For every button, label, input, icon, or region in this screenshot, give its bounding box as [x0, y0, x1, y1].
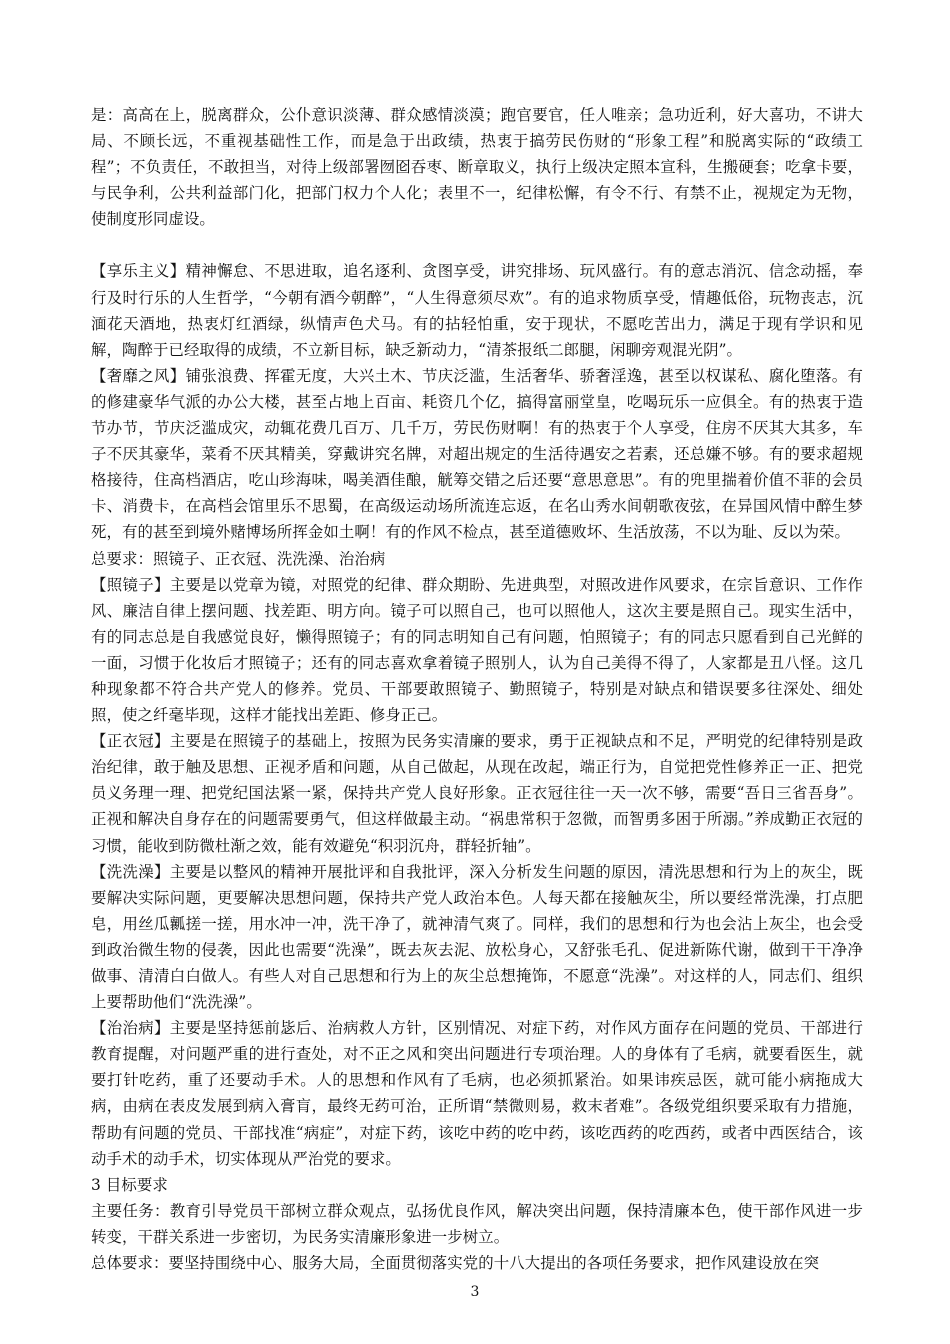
paragraph-take-bath: 【洗洗澡】主要是以整风的精神开展批评和自我批评，深入分析发生问题的原因，清洗思想和行为上的灰尘，既要解决实际问题，更要解决思想问题，保持共产党人政治本色。人每天都在接触灰尘，所以要经常洗澡，打点肥皂，用丝瓜瓤搓一搓，用水冲一冲，洗干净了，就神清气爽了。同样，我们的思想和行为也会沾上灰尘，也会受到政治微生物的侵袭，因此也需要“洗澡”，既去灰去泥、放松身心，又舒张毛孔、促进新陈代谢，做到干干净净做事、清清白白做人。有些人对自己思想和行为上的灰尘总想掩饰，不愿意“洗澡”。对这样的人，同志们、组织上要帮助他们“洗洗澡”。 [91, 862, 863, 1012]
paragraph-overall-requirements: 总体要求：要坚持围绕中心、服务大局，全面贯彻落实党的十八大提出的各项任务要求，把作风建设放在突 [91, 1254, 820, 1273]
paragraph-gap [91, 232, 863, 258]
paragraph-main-tasks: 主要任务：教育引导党员干部树立群众观点，弘扬优良作风，解决突出问题，保持清廉本色，使干部作风进一步转变，干群关系进一步密切，为民务实清廉形象进一步树立。 [91, 1201, 863, 1246]
paragraph-look-in-mirror: 【照镜子】主要是以党章为镜，对照党的纪律、群众期盼、先进典型，对照改进作风要求，在宗旨意识、工作作风、廉洁自律上摆问题、找差距、明方向。镜子可以照自己，也可以照他人，这次主要是照自己。现实生活中，有的同志总是自我感觉良好，懒得照镜子；有的同志明知自己有问题，怕照镜子；有的同志只愿看到自己光鲜的一面，习惯于化妆后才照镜子；还有的同志喜欢拿着镜子照别人，认为自己美得不得了，人家都是丑八怪。这几种现象都不符合共产党人的修养。党员、干部要敢照镜子、勤照镜子，特别是对缺点和错误要多往深处、细处照，使之纤毫毕现，这样才能找出差距、修身正己。 [91, 575, 863, 725]
page-body [91, 102, 863, 1276]
paragraph-general-requirements: 总要求：照镜子、正衣冠、洗洗澡、治治病 [91, 549, 386, 568]
paragraph-bureaucratism-continued: 是：高高在上，脱离群众，公仆意识淡薄、群众感情淡漠；跑官要官，任人唯亲；急功近利，好大喜功，不讲大局、不顾长远，不重视基础性工作，而是急于出政绩，热衷于搞劳民伤财的“形象工程”和脱离实际的“政绩工程”；不负责任，不敢担当，对待上级部署囫囵吞枣、断章取义，执行上级决定照本宣科，生搬硬套；吃拿卡要，与民争利，公共利益部门化，把部门权力个人化；表里不一，纪律松懈，有令不行、有禁不止，视规定为无物，使制度形同虚设。 [91, 106, 863, 229]
paragraph-cure-illness: 【治治病】主要是坚持惩前毖后、治病救人方针，区别情况、对症下药，对作风方面存在问题的党员、干部进行教育提醒，对问题严重的进行查处，对不正之风和突出问题进行专项治理。人的身体有了毛病，就要看医生，就要打针吃药，重了还要动手术。人的思想和作风有了毛病，也必须抓紧治。如果讳疾忌医，就可能小病拖成大病，由病在表皮发展到病入膏肓，最终无药可治，正所谓“禁微则易，救末者难”。各级党组织要采取有力措施，帮助有问题的党员、干部找准“病症”，对症下药，该吃中药的吃中药，该吃西药的吃西药，或者中西医结合，该动手术的动手术，切实体现从严治党的要求。 [91, 1019, 863, 1168]
paragraph-straighten-clothes: 【正衣冠】主要是在照镜子的基础上，按照为民务实清廉的要求，勇于正视缺点和不足，严明党的纪律特别是政治纪律，敢于触及思想、正视矛盾和问题，从自己做起，从现在改起，端正行为，自觉把党性修养正一正、把党员义务理一理、把党纪国法紧一紧，保持共产党人良好形象。正衣冠往往一天一次不够，需要“吾日三省吾身”。正视和解决自身存在的问题需要勇气，但这样做最主动。“祸患常积于忽微，而智勇多困于所溺。”养成勤正衣冠的习惯，能收到防微杜渐之效，能有效避免“积羽沉舟，群轻折轴”。 [91, 732, 863, 855]
paragraph-hedonism: 【享乐主义】精神懈怠、不思进取，追名逐利、贪图享受，讲究排场、玩风盛行。有的意志消沉、信念动摇，奉行及时行乐的人生哲学，“今朝有酒今朝醉”，“人生得意须尽欢”。有的追求物质享受，情趣低俗，玩物丧志，沉湎花天酒地，热衷灯红酒绿，纵情声色犬马。有的拈轻怕重，安于现状，不愿吃苦出力，满足于现有学识和见解，陶醉于已经取得的成绩，不立新目标，缺乏新动力，“清茶报纸二郎腿，闲聊旁观混光阴”。 [91, 262, 863, 359]
page-number: 3 [470, 1284, 480, 1300]
paragraph-extravagance: 【奢靡之风】铺张浪费、挥霍无度，大兴土木、节庆泛滥，生活奢华、骄奢淫逸，甚至以权谋私、腐化堕落。有的修建豪华气派的办公大楼，甚至占地上百亩、耗资几个亿，搞得富丽堂皇，吃喝玩乐一应俱全。有的热衷于造节办节，节庆泛滥成灾，动辄花费几百万、几千万，劳民伤财啊！有的热衷于个人享受，住房不厌其大其多，车子不厌其豪华，菜肴不厌其精美，穿戴讲究名牌，对超出规定的生活待遇安之若素，还总嫌不够。有的要求超规格接待，住高档酒店，吃山珍海味，喝美酒佳酿，觥筹交错之后还要“意思意思”。有的兜里揣着价值不菲的会员卡、消费卡，在高档会馆里乐不思蜀，在高级运动场所流连忘返，在名山秀水间朝歌夜弦，在异国风情中醉生梦死，有的甚至到境外赌博场所挥金如土啊！有的作风不检点，甚至道德败坏、生活放荡，不以为耻、反以为荣。 [91, 366, 863, 542]
section-heading-goals: 3 目标要求 [91, 1175, 168, 1194]
